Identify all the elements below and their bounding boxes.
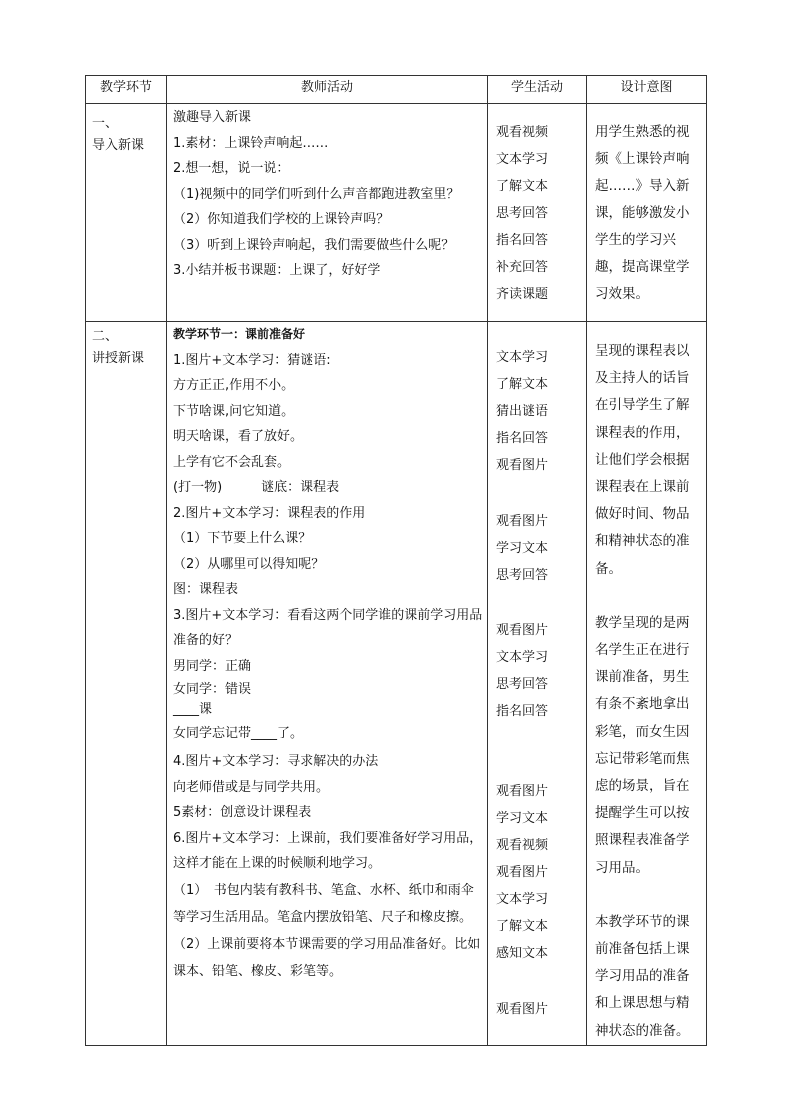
teacher-line: 图：课程表 (173, 582, 239, 597)
student-activity: 思考回答 (496, 206, 549, 221)
header-design: 设计意图 (587, 76, 707, 104)
stage-name: 讲授新课 (92, 351, 145, 366)
design-cell-intro (587, 104, 707, 322)
student-activity: 指名回答 (496, 233, 549, 248)
student-activity: 文本学习 (496, 892, 549, 907)
teacher-line: 3.图片+文本学习：看看这两个同学谁的课前学习用品准备的好？ (173, 607, 483, 648)
lesson-plan-table (85, 75, 707, 1046)
teacher-line: 1.素材：上课铃声响起…… (173, 135, 329, 151)
teacher-line: （1）下节要上什么课？ (173, 531, 312, 546)
student-activity: 观看视频 (496, 125, 549, 140)
student-group-final (496, 996, 548, 1023)
teacher-line: 2.图片+文本学习：课程表的作用 (173, 505, 366, 521)
student-activity: 学习文本 (496, 811, 549, 826)
student-cell-lecture (488, 322, 587, 1046)
student-activity: 猜出谜语 (496, 404, 549, 419)
section-title: 教学环节一：课前准备好 (173, 327, 306, 341)
teacher-line: 明天啥课，看了放好。 (173, 429, 304, 444)
stage-name: 导入新课 (92, 138, 145, 153)
teacher-line: 方方正正,作用不小。 (173, 378, 295, 393)
student-activity: 指名回答 (496, 704, 549, 719)
header-row (86, 76, 707, 104)
student-activity: 了解文本 (496, 179, 549, 194)
student-activity: 文本学习 (496, 350, 549, 365)
header-student: 学生活动 (488, 76, 587, 104)
student-activity: 观看图片 (496, 623, 549, 638)
stage-cell-intro (86, 104, 167, 322)
design-cell-lecture (587, 322, 707, 1046)
header-stage: 教学环节 (86, 76, 167, 104)
row-lecture (86, 322, 707, 1046)
student-activity: 观看图片 (496, 865, 549, 880)
design-intent: 教学呈现的是两名学生正在进行课前准备，男生有条不紊地拿出彩笔，而女生因忘记带彩笔而焦虑的场景，旨在提醒学生可以按照课程表准备学习用品。 (595, 614, 690, 876)
student-activity: 补充回答 (496, 260, 549, 275)
teacher-line: 向老师借或是与同学共用。 (173, 779, 330, 795)
student-activity: 文本学习 (496, 152, 549, 167)
design-intent: 本教学环节的课前准备包括上课学习用品的准备和上课思想与精神状态的准备。 (595, 913, 690, 1039)
teacher-cell-lecture (167, 322, 488, 1046)
student-group-riddle (496, 344, 548, 479)
stage-cell-lecture (86, 322, 167, 1046)
student-activity: 文本学习 (496, 650, 549, 665)
student-activity: 思考回答 (496, 568, 549, 583)
teacher-line: （2）上课前要将本节课需要的学习用品准备好。比如课本、铅笔、橡皮、彩笔等。 (173, 936, 481, 979)
student-activity: 感知文本 (496, 946, 549, 961)
teacher-line: 男同学：正确 (173, 658, 252, 674)
teacher-line: 3.小结并板书课题：上课了，好好学 (173, 263, 381, 278)
student-activity: 观看图片 (496, 458, 549, 473)
student-group-solutions (496, 778, 548, 967)
teacher-line: （3）听到上课铃声响起，我们需要做些什么呢？ (173, 237, 455, 253)
teacher-line: (打一物) 谜底：课程表 (173, 480, 340, 495)
student-activity: 了解文本 (496, 377, 549, 392)
teacher-line: （2）从哪里可以得知呢？ (173, 556, 325, 572)
student-activity: 观看图片 (496, 514, 549, 529)
student-activity: 指名回答 (496, 431, 549, 446)
student-activity: 思考回答 (496, 677, 549, 692)
teacher-line: 女同学：错误 (173, 682, 252, 697)
teacher-line: 5素材：创意设计课程表 (173, 805, 312, 820)
student-activity: 观看视频 (496, 838, 549, 853)
teacher-line: 2.想一想，说一说： (173, 161, 290, 176)
teacher-line: （2）你知道我们学校的上课铃声吗？ (173, 212, 390, 227)
student-activity: 观看图片 (496, 784, 549, 799)
student-activity: 齐读课题 (496, 287, 549, 302)
teacher-line: （1)视频中的同学们听到什么声音都跑进教室里？ (173, 186, 460, 202)
teacher-line: 激趣导入新课 (173, 110, 252, 125)
stage-number: 二、 (92, 329, 119, 344)
stage-number: 一、 (92, 116, 119, 131)
design-intent: 用学生熟悉的视频《上课铃声响起……》导入新课，能够激发小学生的学习兴趣，提高课堂学习效果。 (595, 124, 690, 302)
row-intro (86, 104, 707, 322)
header-teacher: 教师活动 (167, 76, 488, 104)
design-intent: 呈现的课程表以及主持人的话旨在引导学生了解课程表的作用，让他们学会根据课程表在上课前做好时间、物品和精神状态的准备。 (595, 343, 690, 577)
teacher-cell-intro (167, 104, 488, 322)
teacher-line: 下节啥课,问它知道。 (173, 403, 295, 419)
teacher-line: 4.图片+文本学习：寻求解决的办法 (173, 754, 379, 769)
student-activity: 学习文本 (496, 541, 549, 556)
student-activity: 观看图片 (496, 1002, 549, 1017)
student-activity: 了解文本 (496, 919, 549, 934)
teacher-line: 上学有它不会乱套。 (173, 454, 291, 470)
teacher-line: （1） 书包内装有教科书、笔盒、水杯、纸巾和雨伞等学习生活用品。笔盒内摆放铅笔、尺子和橡皮擦。 (173, 882, 474, 925)
student-cell-intro (488, 104, 587, 322)
teacher-line: ____课 (173, 702, 213, 717)
student-group-schedule (496, 508, 548, 589)
student-group-supplies (496, 617, 548, 725)
teacher-line: 1.图片+文本学习：猜谜语: (173, 352, 331, 368)
teacher-line: 6.图片+文本学习：上课前，我们要准备好学习用品，这样才能在上课的时候顺利地学习。 (173, 830, 483, 871)
teacher-line: 女同学忘记带____了。 (173, 726, 304, 741)
